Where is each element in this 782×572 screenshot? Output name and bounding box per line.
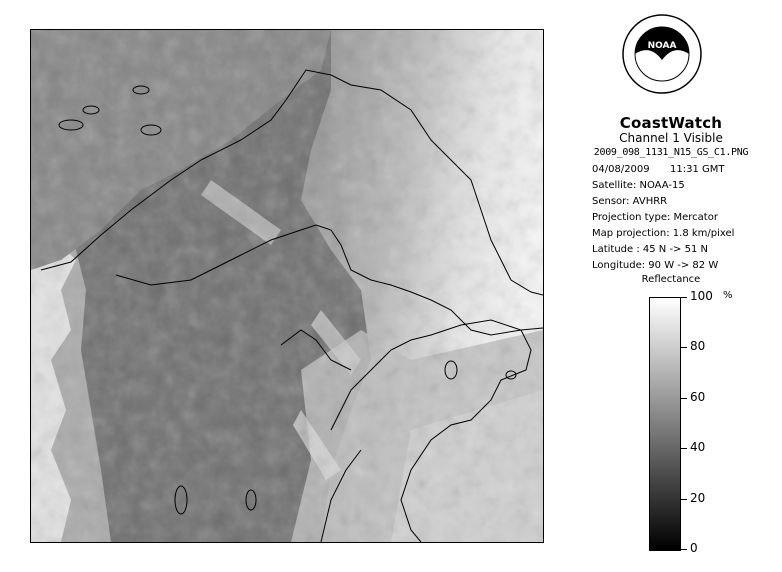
satellite-info: Satellite: NOAA-15: [592, 180, 685, 191]
info-panel: [560, 0, 782, 572]
time-value: 11:31 GMT: [670, 164, 725, 175]
colorbar-tick: [681, 448, 687, 449]
longitude-info: Longitude: 90 W -> 82 W: [592, 260, 719, 271]
satellite-image: [30, 29, 544, 543]
satellite-map-svg: [31, 30, 543, 542]
texture-noise: [31, 30, 543, 542]
colorbar-tick-label: 60: [690, 389, 706, 404]
colorbar-tick-label: 20: [690, 490, 706, 505]
colorbar-tick: [681, 398, 687, 399]
noaa-logo: [622, 14, 702, 94]
reflectance-colorbar: [649, 297, 681, 551]
colorbar-tick-label: 80: [690, 339, 706, 354]
image-filename: 2009_098_1131_N15_GS_C1.PNG: [593, 147, 749, 158]
colorbar-tick-label: 100: [690, 289, 713, 303]
date-time-row: [592, 164, 725, 175]
sensor-info: Sensor: AVHRR: [592, 196, 668, 207]
colorbar-unit: %: [723, 290, 733, 301]
app-title: CoastWatch: [619, 114, 723, 132]
colorbar-tick: [681, 549, 687, 550]
colorbar-tick-label: 40: [690, 440, 706, 455]
latitude-info: Latitude : 45 N -> 51 N: [592, 244, 708, 255]
colorbar-tick: [681, 347, 687, 348]
map-projection-info: Map projection: 1.8 km/pixel: [592, 228, 735, 239]
channel-label: Channel 1 Visible: [619, 131, 723, 145]
logo-text: NOAA: [647, 41, 677, 51]
colorbar-tick: [681, 499, 687, 500]
colorbar-title: Reflectance: [641, 274, 701, 285]
date-value: 04/08/2009: [592, 164, 650, 175]
projection-type-info: Projection type: Mercator: [592, 212, 718, 223]
colorbar-tick: [681, 297, 687, 298]
colorbar-tick-label: 0: [690, 541, 698, 555]
